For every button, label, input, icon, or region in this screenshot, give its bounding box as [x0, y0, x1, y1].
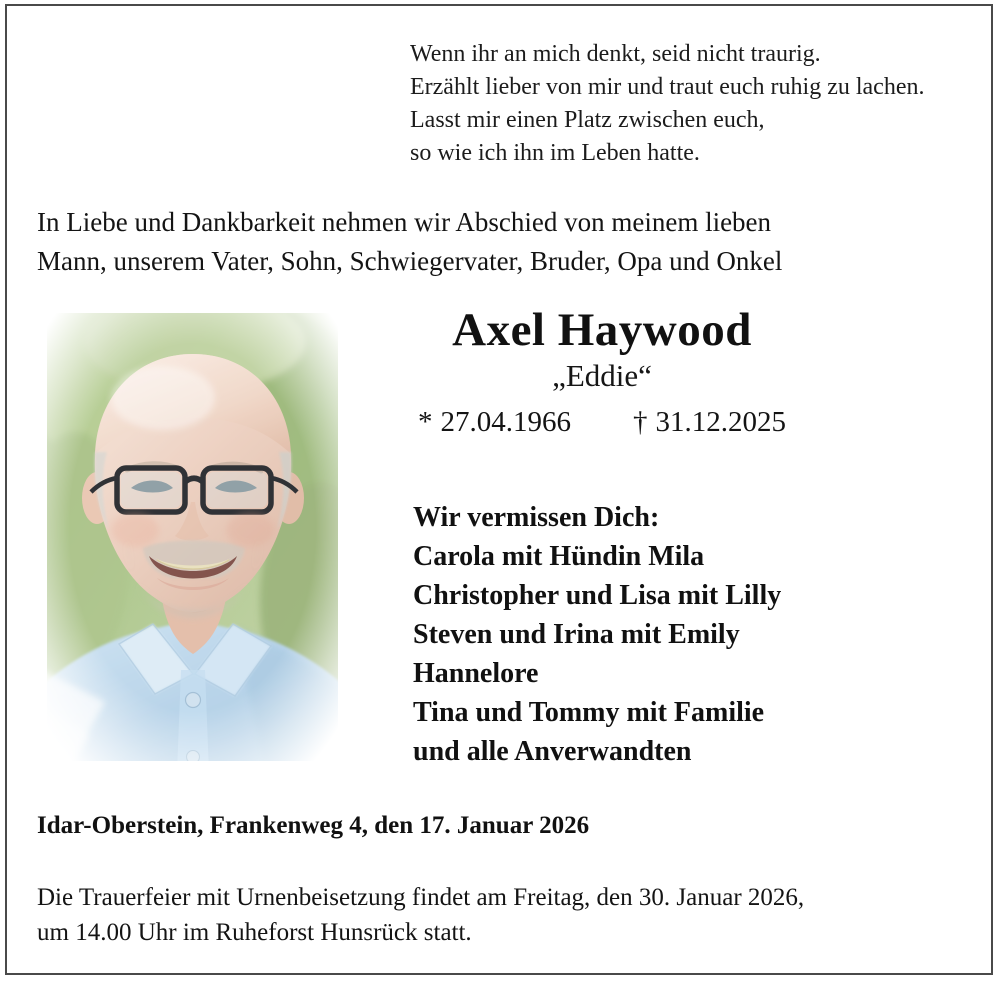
ceremony-line: Die Trauerfeier mit Urnenbeisetzung findet am Freitag, den 30. Januar 2026,: [37, 884, 805, 911]
birth-date: [418, 405, 571, 439]
poem-line: Lasst mir einen Platz zwischen euch,: [410, 107, 765, 133]
death-date: [633, 405, 786, 439]
poem-line: Erzählt lieber von mir und traut euch ruhig zu lachen.: [410, 74, 925, 100]
deceased-name: Axel Haywood: [452, 304, 752, 356]
poem-line: so wie ich ihn im Leben hatte.: [410, 140, 700, 166]
asterisk-birth-icon: *: [418, 406, 433, 438]
mourners-heading: Wir vermissen Dich:: [413, 502, 660, 533]
poem-line: Wenn ihr an mich denkt, seid nicht traurig.: [410, 41, 821, 67]
ceremony-block: [37, 880, 972, 950]
mourner-line: und alle Anverwandten: [413, 736, 692, 767]
birth-date-value: 27.04.1966: [440, 406, 571, 438]
death-date-value: 31.12.2025: [655, 406, 786, 438]
cross-death-icon: †: [633, 406, 648, 438]
nickname: „Eddie“: [552, 358, 652, 393]
mourner-line: Steven und Irina mit Emily: [413, 619, 740, 650]
portrait-photo: [35, 302, 350, 772]
intro-line: Mann, unserem Vater, Sohn, Schwiegervater, Bruder, Opa und Onkel: [37, 246, 783, 276]
ceremony-line: um 14.00 Uhr im Ruheforst Hunsrück statt.: [37, 919, 472, 946]
intro-block: [37, 203, 967, 281]
life-dates: [352, 405, 852, 439]
poem-block: [410, 38, 970, 170]
mourners-block: [413, 498, 953, 771]
obituary-notice: [5, 4, 993, 975]
place-and-date: Idar-Oberstein, Frankenweg 4, den 17. Januar 2026: [37, 812, 590, 839]
mourner-line: Tina und Tommy mit Familie: [413, 697, 765, 728]
intro-line: In Liebe und Dankbarkeit nehmen wir Abschied von meinem lieben: [37, 207, 772, 237]
name-block: [352, 304, 852, 439]
mourner-line: Carola mit Hündin Mila: [413, 541, 705, 572]
mourner-line: Hannelore: [413, 658, 539, 689]
mourner-line: Christopher und Lisa mit Lilly: [413, 580, 782, 611]
